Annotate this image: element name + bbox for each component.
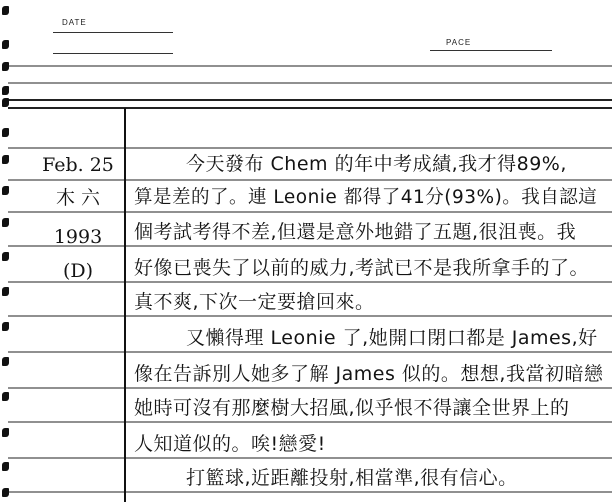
date-label: DATE [62,18,87,27]
binder-hole [2,218,9,227]
diary-line: 真不爽,下次一定要搶回來。 [134,291,375,313]
binder-hole [2,86,9,95]
pace-label: PACE [446,38,472,47]
binder-hole [2,392,9,401]
binder-hole [2,40,9,49]
binder-hole [2,322,9,331]
entry-weekday: 木 六 [55,187,101,209]
entry-year: 1993 [53,226,103,248]
binder-hole [2,128,9,137]
entry-date: Feb. 25 [42,154,114,176]
binder-hole [2,98,9,107]
binder-hole [2,252,9,261]
diary-line: 算是差的了。連 Leonie 都得了41分(93%)。我自認這 [134,187,598,208]
date-line [53,53,173,54]
date-line [53,32,173,33]
binder-hole [2,428,9,437]
entry-grade: (D) [62,260,94,282]
diary-line: 她時可沒有那麼樹大招風,似乎恨不得讓全世界上的 [134,397,570,419]
binder-hole [2,488,9,497]
diary-line: 個考試考得不差,但還是意外地錯了五題,很沮喪。我 [134,221,577,243]
diary-line: 又懶得理 Leonie 了,她開口閉口都是 James,好 [186,327,598,349]
binder-hole [2,6,9,15]
binder-hole [2,357,9,366]
diary-line: 人知道似的。唉!戀愛! [134,433,326,455]
diary-line: 打籃球,近距離投射,相當準,很有信心。 [186,467,518,489]
pace-line [430,50,552,51]
binder-hole [2,62,9,71]
diary-line: 今天發布 Chem 的年中考成績,我才得89%, [186,153,567,175]
diary-line: 像在告訴別人她多了解 James 似的。想想,我當初暗戀 [134,363,604,385]
binder-hole [2,287,9,296]
binder-hole [2,155,9,164]
diary-line: 好像已喪失了以前的威力,考試已不是我所拿手的了。 [134,257,590,279]
binder-hole [2,462,9,471]
binder-hole [2,186,9,195]
